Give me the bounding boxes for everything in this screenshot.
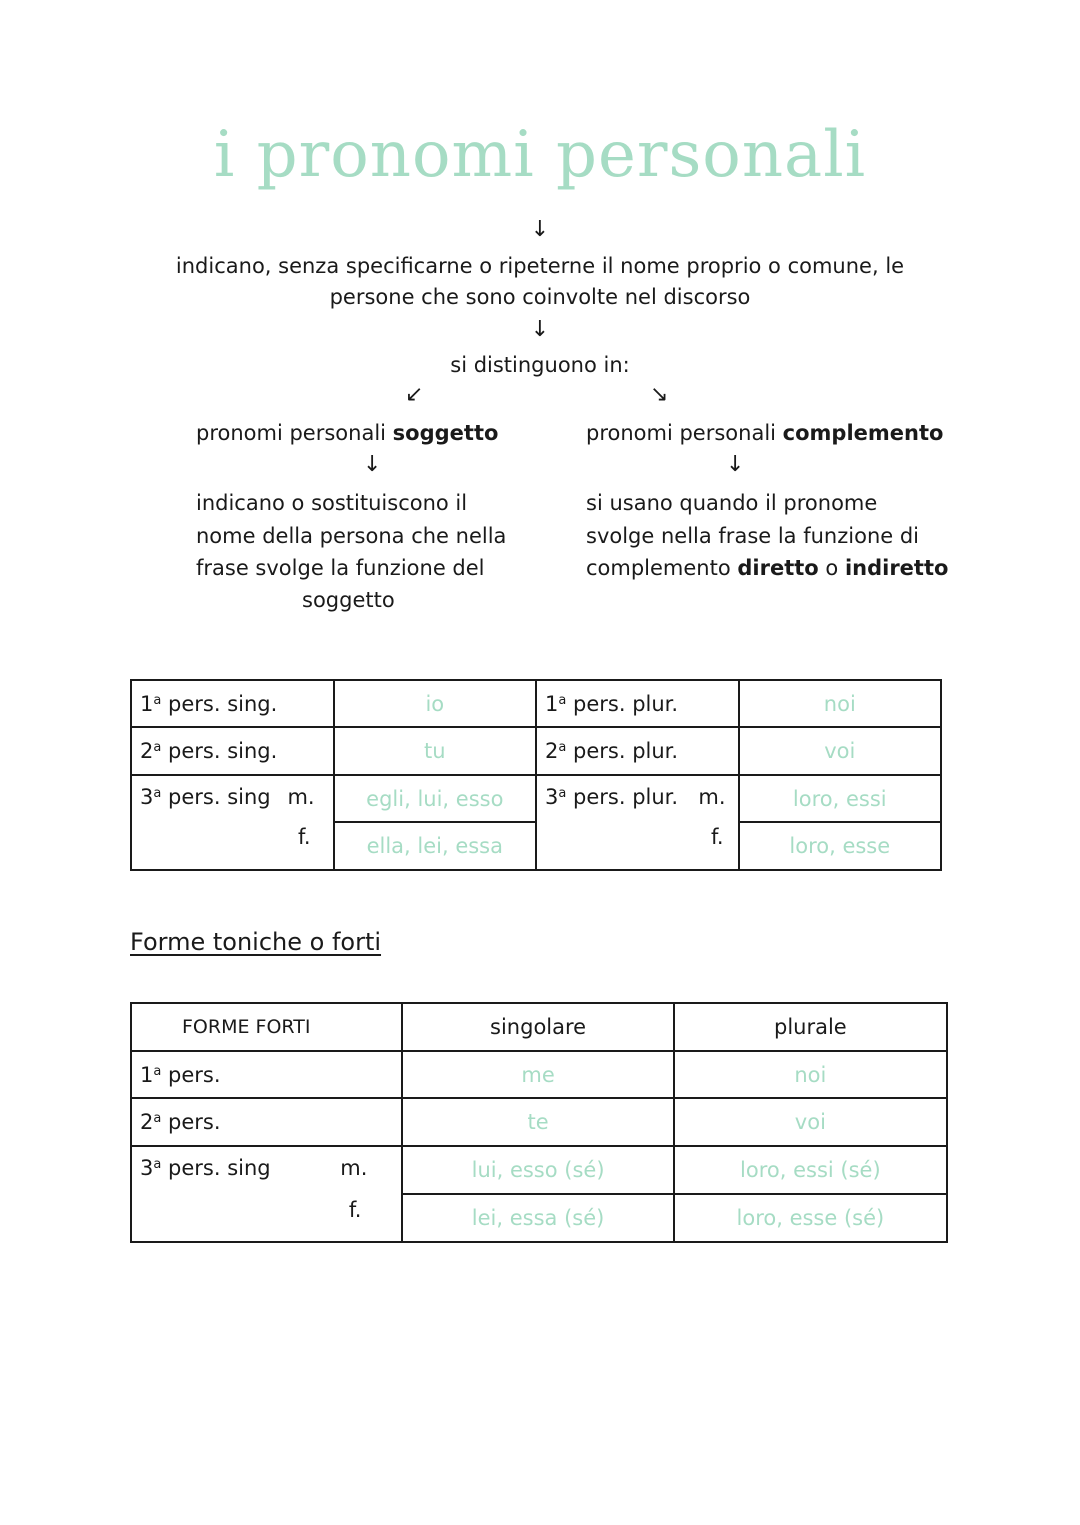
pronoun-cell: voi — [674, 1098, 947, 1146]
complemento-heading — [586, 418, 943, 449]
complemento-desc-line-3 — [586, 553, 948, 584]
soggetto-desc-line-3: frase svolge la funzione del — [196, 556, 485, 580]
pronoun-cell: loro, essi — [739, 775, 941, 822]
row-label: 1$^a$ pers. sing. — [131, 680, 334, 727]
pronoun-cell: ella, lei, essa — [334, 822, 536, 870]
distinction-label: si distinguono in: — [450, 353, 630, 377]
complemento-heading-bold: complemento — [782, 421, 944, 445]
pronoun-cell: io — [334, 680, 536, 727]
arrow-down-icon: ↓ — [363, 452, 382, 477]
definition-line-2: persone che sono coinvolte nel discorso — [329, 285, 751, 309]
soggetto-desc-line-2: nome della persona che nella — [196, 524, 507, 548]
table-row — [131, 1098, 947, 1146]
pronoun-cell: voi — [739, 727, 941, 775]
complemento-heading-prefix: pronomi personali — [586, 421, 783, 445]
complemento-desc-or: o — [818, 556, 845, 580]
column-header: singolare — [402, 1003, 673, 1051]
row-label: 3$^a$ pers. sing m. f. — [131, 775, 334, 870]
row-label: 3$^a$ pers. plur. m. f. — [536, 775, 739, 870]
arrow-down-icon: ↓ — [530, 317, 550, 342]
pronoun-cell: noi — [674, 1051, 947, 1098]
pronoun-cell: noi — [739, 680, 941, 727]
soggetto-desc-line-1: indicano o sostituiscono il — [196, 491, 468, 515]
soggetto-desc-line-4: soggetto — [302, 588, 395, 612]
row-label: 3$^a$ pers. sing m. f. — [131, 1146, 402, 1242]
complemento-indiretto: indiretto — [844, 556, 949, 580]
pronoun-cell: te — [402, 1098, 673, 1146]
pronoun-cell: tu — [334, 727, 536, 775]
complemento-diretto: diretto — [737, 556, 819, 580]
row-label: 1$^a$ pers. plur. — [536, 680, 739, 727]
pronoun-cell: loro, esse (sé) — [674, 1194, 947, 1242]
table-row — [131, 775, 941, 822]
soggetto-heading-prefix: pronomi personali — [196, 421, 393, 445]
table-row — [131, 1051, 947, 1098]
complemento-desc-line-2: svolge nella frase la funzione di — [586, 524, 920, 548]
soggetto-heading — [196, 418, 498, 449]
arrow-right-down-icon: ↘ — [650, 382, 669, 407]
column-header: FORME FORTI — [131, 1003, 402, 1051]
soggetto-heading-bold: soggetto — [392, 421, 499, 445]
pronoun-cell: lui, esso (sé) — [402, 1146, 673, 1194]
arrow-down-icon: ↓ — [726, 452, 745, 477]
section-title: Forme toniche o forti — [130, 928, 382, 956]
row-label: 1$^a$ pers. — [131, 1051, 402, 1098]
strong-forms-table — [130, 1002, 948, 1243]
pronoun-cell: me — [402, 1051, 673, 1098]
arrow-down-icon: ↓ — [530, 217, 550, 242]
pronoun-cell: lei, essa (sé) — [402, 1194, 673, 1242]
complemento-desc-line-1: si usano quando il pronome — [586, 491, 878, 515]
page-title: i pronomi personali — [213, 118, 867, 192]
table-header-row — [131, 1003, 947, 1051]
arrow-left-down-icon: ↙ — [405, 382, 424, 407]
column-header: plurale — [674, 1003, 947, 1051]
table-row — [131, 680, 941, 727]
pronoun-cell: egli, lui, esso — [334, 775, 536, 822]
table-row — [131, 1146, 947, 1194]
pronoun-cell: loro, esse — [739, 822, 941, 870]
complemento-desc-text: complemento — [586, 556, 738, 580]
definition-line-1: indicano, senza specificarne o ripeterne il nome proprio o comune, le — [175, 254, 905, 278]
subject-pronouns-table — [130, 679, 942, 871]
pronoun-cell: loro, essi (sé) — [674, 1146, 947, 1194]
table-row — [131, 727, 941, 775]
row-label: 2$^a$ pers. sing. — [131, 727, 334, 775]
row-label: 2$^a$ pers. — [131, 1098, 402, 1146]
row-label: 2$^a$ pers. plur. — [536, 727, 739, 775]
